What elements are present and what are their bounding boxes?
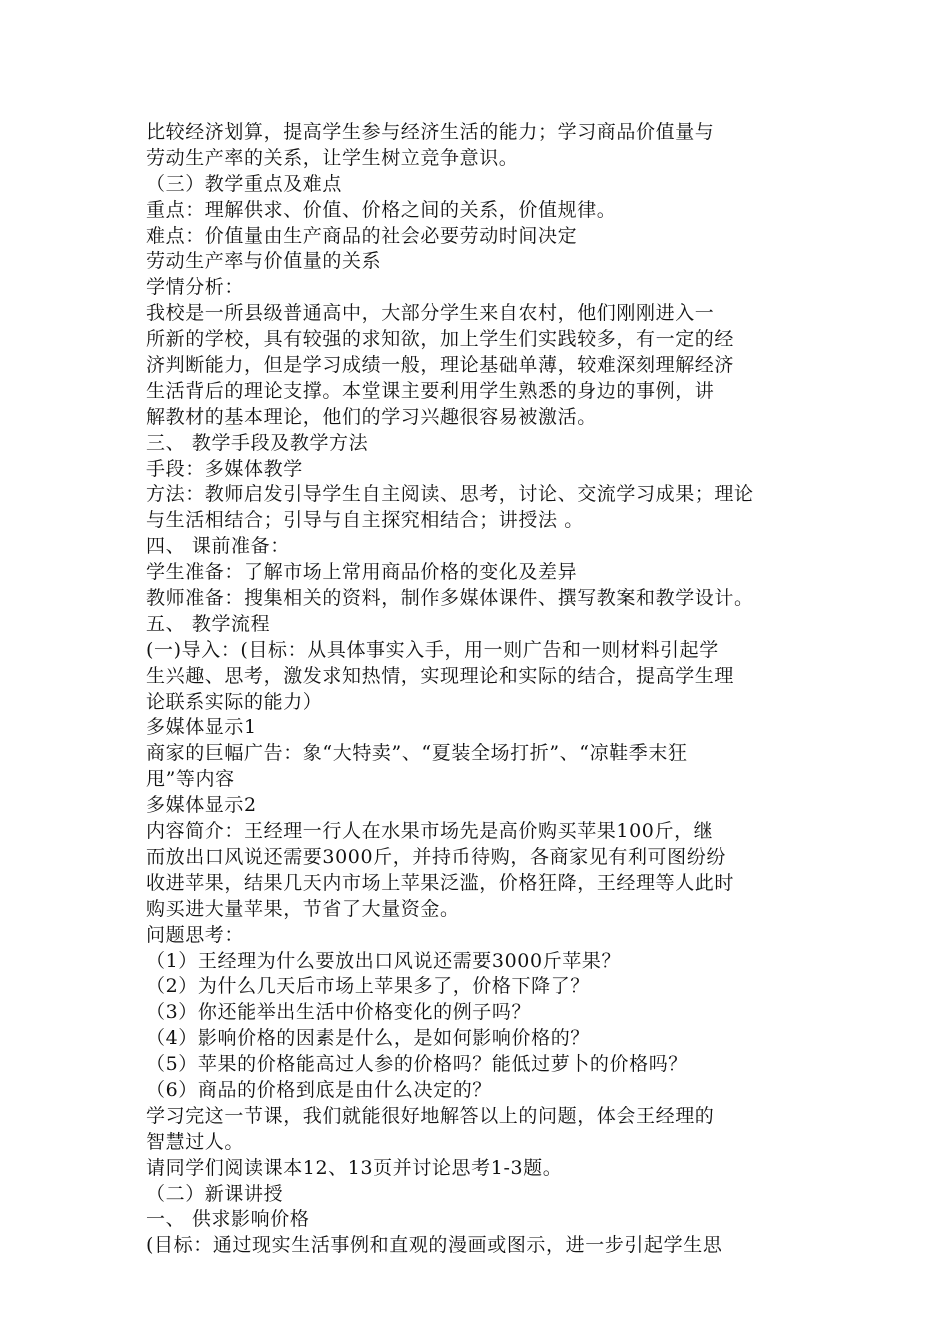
text-line: 手段：多媒体教学: [146, 457, 303, 480]
text-line: 学习完这一节课，我们就能很好地解答以上的问题，体会王经理的: [146, 1104, 715, 1127]
section-heading: 问题思考：: [146, 923, 245, 946]
text-line: 购买进大量苹果，节省了大量资金。: [146, 897, 460, 920]
text-line: 多媒体显示2: [146, 794, 257, 817]
question-item: （6）商品的价格到底是由什么决定的？: [146, 1078, 492, 1101]
text-line: 甩”等内容: [146, 768, 235, 791]
section-heading: 学情分析：: [146, 276, 245, 299]
question-item: （2）为什么几天后市场上苹果多了，价格下降了？: [146, 975, 590, 998]
text-line: 劳动生产率的关系，让学生树立竞争意识。: [146, 146, 519, 169]
text-line: 方法：教师启发引导学生自主阅读、思考，讨论、交流学习成果；理论: [146, 483, 754, 506]
text-line: 我校是一所县级普通高中，大部分学生来自农村，他们刚刚进入一: [146, 302, 715, 325]
text-line: 难点：价值量由生产商品的社会必要劳动时间决定: [146, 224, 578, 247]
section-heading: 三、 教学手段及教学方法: [146, 431, 369, 454]
text-line: 教师准备：搜集相关的资料，制作多媒体课件、撰写教案和教学设计。: [146, 587, 754, 610]
text-line: (一)导入：(目标：从具体事实入手，用一则广告和一则材料引起学: [146, 638, 719, 661]
text-line: 生活背后的理论支撑。本堂课主要利用学生熟悉的身边的事例，讲: [146, 379, 715, 402]
text-line: 与生活相结合；引导与自主探究相结合；讲授法 。: [146, 509, 584, 532]
text-line: 智慧过人。: [146, 1130, 245, 1153]
text-line: 请同学们阅读课本12、13页并讨论思考1-3题。: [146, 1156, 563, 1179]
text-line: 内容简介：王经理一行人在水果市场先是高价购买苹果100斤，继: [146, 820, 714, 843]
question-item: （4）影响价格的因素是什么，是如何影响价格的？: [146, 1027, 590, 1050]
section-heading: 五、 教学流程: [146, 612, 271, 635]
section-heading: （三）教学重点及难点: [146, 172, 343, 195]
question-item: （5）苹果的价格能高过人参的价格吗？能低过萝卜的价格吗？: [146, 1053, 688, 1076]
text-line: 重点：理解供求、价值、价格之间的关系，价值规律。: [146, 198, 617, 221]
question-item: （1）王经理为什么要放出口风说还需要3000斤苹果？: [146, 949, 622, 972]
text-line: 学生准备：了解市场上常用商品价格的变化及差异: [146, 561, 578, 584]
text-line: 收进苹果，结果几天内市场上苹果泛滥，价格狂降，王经理等人此时: [146, 871, 735, 894]
text-line: 劳动生产率与价值量的关系: [146, 250, 382, 273]
text-line: 解教材的基本理论，他们的学习兴趣很容易被激活。: [146, 405, 597, 428]
section-heading: 四、 课前准备：: [146, 535, 290, 558]
question-item: （3）你还能举出生活中价格变化的例子吗？: [146, 1001, 532, 1024]
text-line: 生兴趣、思考，激发求知热情，实现理论和实际的结合，提高学生理: [146, 664, 735, 687]
text-line: (目标：通过现实生活事例和直观的漫画或图示，进一步引起学生思: [146, 1234, 723, 1257]
section-heading: （二）新课讲授: [146, 1182, 284, 1205]
text-line: 比较经济划算，提高学生参与经济生活的能力；学习商品价值量与: [146, 121, 715, 143]
section-heading: 一、 供求影响价格: [146, 1208, 310, 1231]
text-line: 论联系实际的能力）: [146, 690, 323, 713]
text-line: 而放出口风说还需要3000斤，并持币待购，各商家见有利可图纷纷: [146, 845, 726, 868]
document-body: [146, 120, 806, 1259]
text-line: 济判断能力，但是学习成绩一般，理论基础单薄，较难深刻理解经济: [146, 354, 735, 377]
text-line: 多媒体显示1: [146, 716, 257, 739]
text-line: 所新的学校，具有较强的求知欲，加上学生们实践较多，有一定的经: [146, 328, 735, 351]
text-line: 商家的巨幅广告：象“大特卖”、“夏装全场打折”、“凉鞋季末狂: [146, 742, 688, 765]
